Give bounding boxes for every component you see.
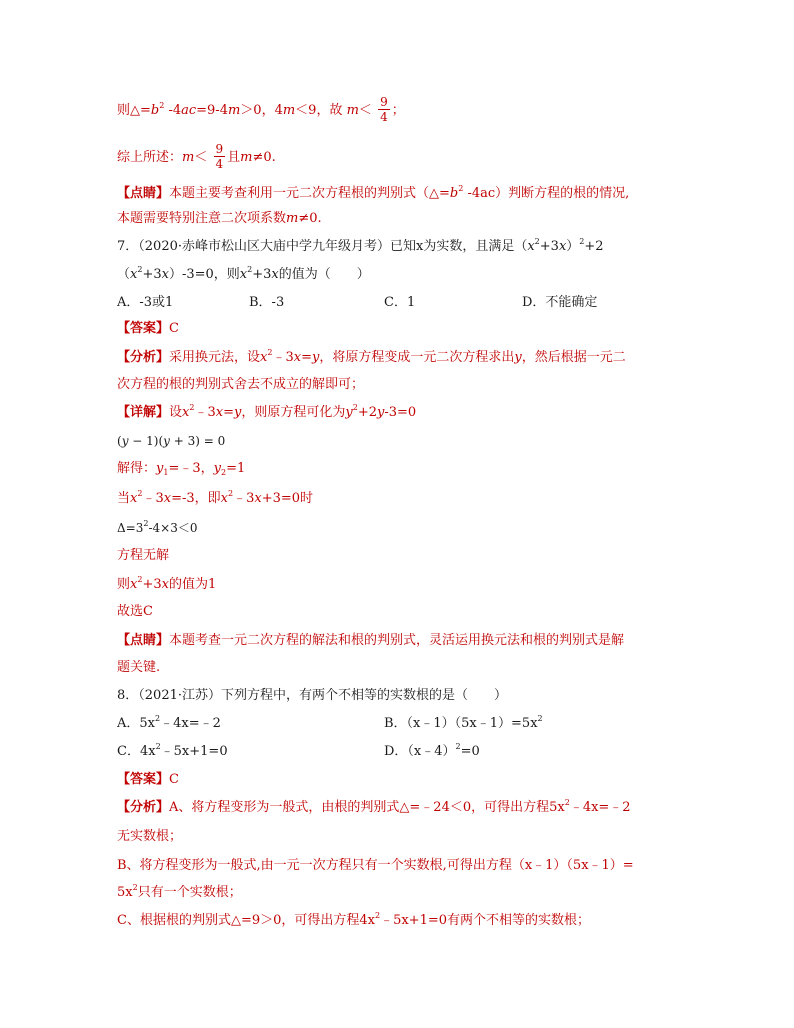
text-segment: ﹣4x=﹣2 <box>160 716 221 731</box>
q7-option-d: D．不能确定 <box>522 295 598 310</box>
delta-condition-line <box>117 96 405 125</box>
fraction <box>378 95 390 124</box>
text-segment: ≠0. <box>252 150 276 165</box>
text-segment: 本题考查一元二次方程的解法和根的判别式，灵活运用换元法和根的判别式是解 <box>169 633 625 648</box>
math-var: x <box>130 577 138 592</box>
fraction-numerator: 9 <box>380 95 388 109</box>
superscript: 2 <box>143 519 149 528</box>
text-segment: Δ=3 <box>117 521 144 535</box>
math-var: y <box>312 350 320 365</box>
math-var: m <box>282 103 296 118</box>
math-var: m <box>240 150 253 165</box>
math-var: y <box>377 405 385 420</box>
q7-analysis-line-2 <box>117 376 364 394</box>
math-var: y <box>213 461 221 476</box>
q7-factored-equation <box>117 432 225 450</box>
q7-solve-line <box>117 460 245 478</box>
text-segment: ＞0，4 <box>240 103 283 118</box>
math-var: x <box>161 577 169 592</box>
q7-answer <box>117 320 179 338</box>
text-segment: ﹣3 <box>194 405 216 420</box>
text-segment: ） <box>566 239 580 254</box>
superscript: 2 <box>137 265 143 274</box>
text-segment: +3 <box>142 577 162 592</box>
text-segment: ＜ <box>194 150 208 165</box>
text-segment: ﹣3 <box>142 491 164 506</box>
superscript: 2 <box>137 489 143 498</box>
text-segment: ＜ <box>358 103 372 118</box>
math-var: x <box>293 350 302 365</box>
text-segment: ( <box>117 434 122 448</box>
text-segment: C、根据根的判别式△=9＞0，可得出方程4x <box>117 913 375 928</box>
superscript: 2 <box>267 348 273 357</box>
comment-label: 【点睛】 <box>117 186 170 201</box>
math-var: y <box>345 405 353 420</box>
fraction-numerator: 9 <box>215 142 224 156</box>
question-7-stem-line-1 <box>117 238 604 256</box>
math-var: x <box>215 405 224 420</box>
text-segment: +2 <box>584 239 604 254</box>
text-segment: A、将方程变形为一般式，由根的判别式△=﹣24＜0，可得出方程5x <box>169 800 565 815</box>
fraction-denominator: 4 <box>215 157 224 171</box>
answer-value: C <box>169 321 179 336</box>
q8-option-a <box>117 715 221 733</box>
superscript: 2 <box>374 911 381 920</box>
text-segment: +3 <box>539 239 559 254</box>
text-segment: =0 <box>460 744 480 759</box>
superscript: 2 <box>579 237 585 246</box>
math-var: x <box>161 267 169 282</box>
text-segment: 当 <box>117 491 131 506</box>
text-segment: 次方程的根的判别式舍去不成立的解即可； <box>117 377 365 392</box>
math-var: y <box>121 434 129 448</box>
math-var: x <box>527 239 535 254</box>
superscript: 2 <box>137 575 143 584</box>
summary-line <box>117 143 276 172</box>
q8-analysis-line-2: 无实数根； <box>117 829 183 844</box>
text-segment: 且 <box>227 150 241 165</box>
text-segment: =9-4 <box>196 103 228 118</box>
comment-block-1-line-2 <box>117 210 322 228</box>
q7-option-b: B．-3 <box>249 295 285 310</box>
q7-detail-line-1 <box>117 404 416 422</box>
fraction <box>214 142 226 171</box>
text-segment: =-3，即 <box>171 491 221 506</box>
math-var: b <box>449 186 459 201</box>
text-segment: ，将原方程变成一元二次方程求出 <box>319 350 515 365</box>
text-segment: ，然后根据一元二 <box>521 350 626 365</box>
text-segment: 故 <box>329 103 347 118</box>
text-segment: ﹣5x+1=0有两个不相等的实数根； <box>380 913 591 928</box>
subscript: 1 <box>163 468 169 477</box>
text-segment: 设 <box>169 405 183 420</box>
math-var: x <box>254 491 262 506</box>
text-segment: = <box>301 350 312 365</box>
math-var: x <box>558 239 567 254</box>
text-segment: ＜9， <box>295 103 330 118</box>
q8-option-c <box>117 743 228 761</box>
math-var: x <box>220 491 228 506</box>
math-var: x <box>182 405 190 420</box>
text-segment: 的值为1 <box>168 577 217 592</box>
math-var: m <box>346 103 359 118</box>
analysis-label: 【分析】 <box>117 350 170 365</box>
q7-no-solution: 方程无解 <box>117 548 170 563</box>
q8-analysis-line-3: B、将方程变形为一般式,由一元一次方程只有一个实数根,可得出方程（x﹣1）（5x﹣1）= <box>117 858 634 873</box>
math-var: y <box>234 405 242 420</box>
math-var: x <box>271 267 279 282</box>
math-var: x <box>130 267 138 282</box>
subscript: 2 <box>221 468 227 477</box>
q7-value-line <box>117 576 216 594</box>
text-segment: = <box>223 405 234 420</box>
text-segment: -4×3＜0 <box>148 521 198 535</box>
math-var: y <box>156 461 164 476</box>
question-7-stem-line-2 <box>117 266 370 284</box>
answer-label: 【答案】 <box>117 772 170 787</box>
analysis-label: 【分析】 <box>117 800 170 815</box>
superscript: 2 <box>159 101 165 110</box>
text-segment: +3=0时 <box>261 491 314 506</box>
superscript: 2 <box>189 403 195 412</box>
text-segment: -4 <box>164 103 182 118</box>
text-segment: 本题需要特别注意二次项系数 <box>117 211 287 226</box>
math-var: m <box>182 150 195 165</box>
text-segment: =1 <box>226 461 246 476</box>
detail-label: 【详解】 <box>117 405 170 420</box>
q7-analysis-line-1 <box>117 349 626 367</box>
text-segment: +2 <box>357 405 377 420</box>
text-segment: +3 <box>142 267 162 282</box>
answer-value: C <box>169 772 179 787</box>
text-segment: -4ac）判断方程的根的情况, <box>463 186 630 201</box>
text-segment: +3 <box>252 267 272 282</box>
text-segment: 解得： <box>117 461 157 476</box>
text-segment: 则△= <box>117 103 151 118</box>
text-segment: 的值为（ ） <box>278 267 370 282</box>
superscript: 2 <box>458 184 464 193</box>
text-segment: ﹣5x+1=0 <box>160 744 228 759</box>
q8-option-d <box>384 743 480 761</box>
text-segment: -3=0 <box>384 405 417 420</box>
text-segment: 7．（2020·赤峰市松山区大庙中学九年级月考）已知x为实数，且满足（ <box>117 239 528 254</box>
superscript: 2 <box>155 742 161 751</box>
math-var: ac <box>181 103 197 118</box>
answer-label: 【答案】 <box>117 321 170 336</box>
text-segment: ﹣3 <box>272 350 294 365</box>
comment-label: 【点睛】 <box>117 633 170 648</box>
math-var: m <box>286 211 299 226</box>
text-segment: D．（x﹣4） <box>384 744 456 759</box>
math-var: y <box>514 350 522 365</box>
math-var: x <box>163 491 172 506</box>
superscript: 2 <box>132 883 138 892</box>
q7-option-c: C．1 <box>384 295 416 310</box>
q7-choose-line: 故选C <box>117 604 153 619</box>
math-var: x <box>260 350 268 365</box>
comment-block-2-line-2: 题关键. <box>117 660 161 675</box>
text-segment: ，则原方程可化为 <box>241 405 346 420</box>
text-segment: 综上所述： <box>117 150 183 165</box>
text-segment: 则 <box>117 577 131 592</box>
fraction-denominator: 4 <box>380 110 388 124</box>
superscript: 2 <box>227 489 234 498</box>
q8-answer <box>117 771 179 789</box>
math-var: m <box>227 103 241 118</box>
superscript: 2 <box>537 714 543 723</box>
text-segment: 本题主要考查利用一元二次方程根的判别式（△= <box>169 186 450 201</box>
superscript: 2 <box>455 742 461 751</box>
q8-analysis-line-4 <box>117 884 242 902</box>
text-segment: + 3) = 0 <box>169 434 226 448</box>
comment-block-1-line-1 <box>117 185 629 203</box>
superscript: 2 <box>155 714 161 723</box>
text-segment: C．4x <box>117 744 156 759</box>
text-segment: 5x <box>117 885 133 900</box>
question-8-stem: 8．（2021·江苏）下列方程中，有两个不相等的实数根的是（ ） <box>117 688 507 703</box>
superscript: 2 <box>352 403 358 412</box>
q8-option-b <box>384 715 543 733</box>
q8-analysis-line-1 <box>117 799 631 817</box>
text-segment: ﹣4x=﹣2 <box>569 800 631 815</box>
text-segment: ）-3=0，则 <box>168 267 240 282</box>
text-segment: （ <box>117 267 131 282</box>
q7-discriminant-line <box>117 519 197 537</box>
superscript: 2 <box>247 265 253 274</box>
text-segment: A．5x <box>117 716 155 731</box>
q7-case-line <box>117 490 313 508</box>
superscript: 2 <box>564 798 570 807</box>
math-var: x <box>130 491 138 506</box>
text-segment: =﹣3， <box>168 461 214 476</box>
text-segment: B．（x﹣1）（5x﹣1）=5x <box>384 716 538 731</box>
comment-block-2-line-1 <box>117 632 624 650</box>
math-var: x <box>239 267 248 282</box>
q8-analysis-line-5 <box>117 912 590 930</box>
math-var: y <box>163 434 170 448</box>
superscript: 2 <box>534 237 540 246</box>
text-segment: 采用换元法，设 <box>169 350 261 365</box>
text-segment: ﹣3 <box>233 491 255 506</box>
math-var: b <box>150 103 160 118</box>
text-segment: ≠0. <box>298 211 322 226</box>
q7-option-a: A．-3或1 <box>117 295 174 310</box>
text-segment: ； <box>391 103 405 118</box>
text-segment: − 1)( <box>128 434 164 448</box>
text-segment: 只有一个实数根； <box>137 885 242 900</box>
